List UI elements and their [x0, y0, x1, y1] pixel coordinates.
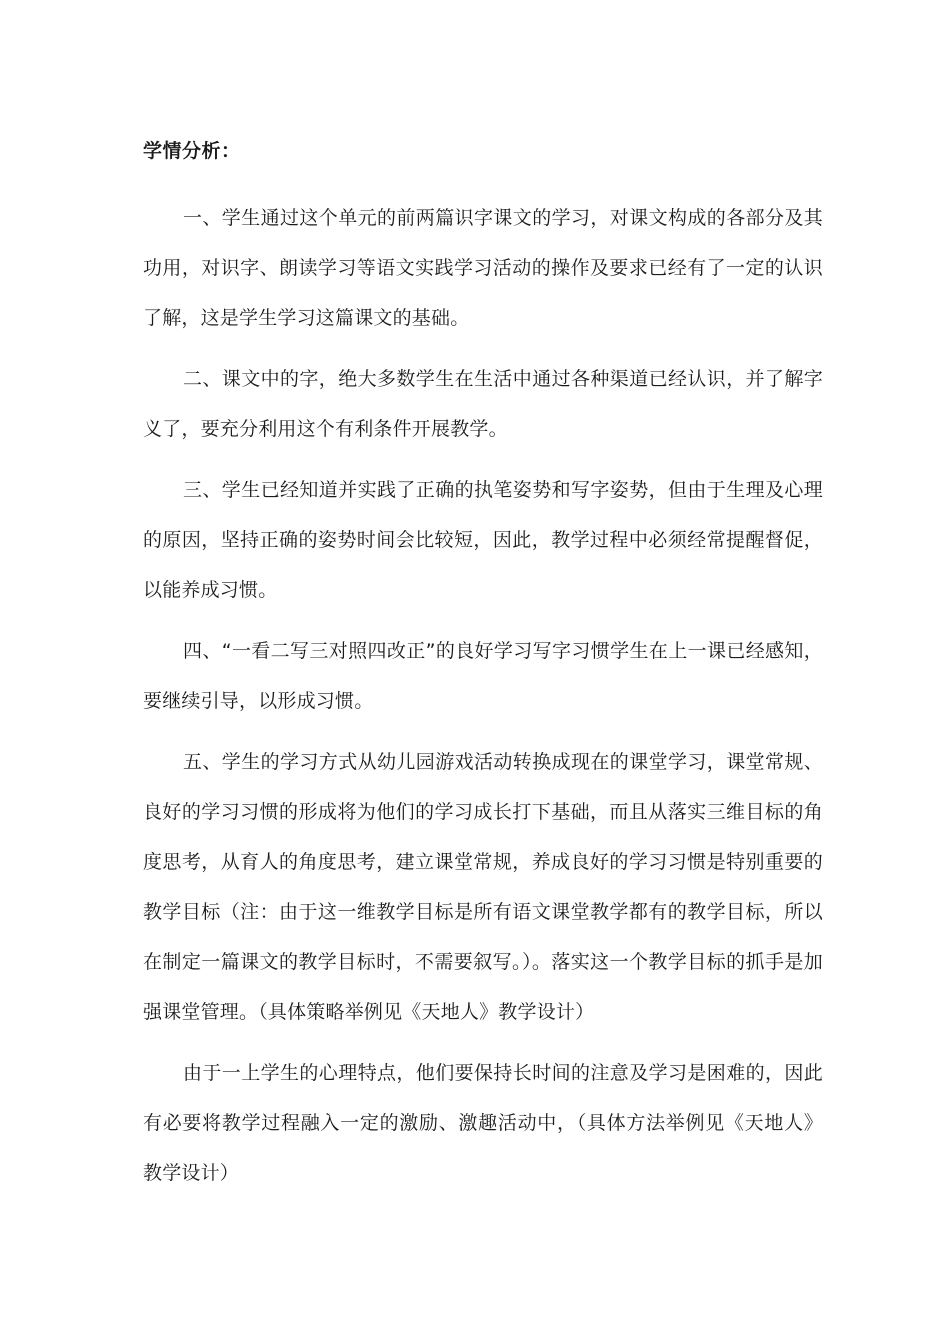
paragraph-1: 一、学生通过这个单元的前两篇识字课文的学习，对课文构成的各部分及其功用，对识字、朗读学习等语文实践学习活动的操作及要求已经有了一定的认识了解，这是学生学习这篇课文的基础。: [143, 207, 823, 329]
paragraph-5: 五、学生的学习方式从幼儿园游戏活动转换成现在的课堂学习，课堂常规、良好的学习习惯的形成将为他们的学习成长打下基础，而且从落实三维目标的角度思考，从育人的角度思考，建立课堂常规，养成良好的学习习惯是特别重要的教学目标（注：由于这一维教学目标是所有语文课堂教学都有的教学目标，所以在制定一篇课文的教学目标时，不需要叙写。）。落实这一个教学目标的抓手是加强课堂管理。（具体策略举例见《天地人》教学设计）: [143, 751, 823, 1023]
paragraph-3: 三、学生已经知道并实践了正确的执笔姿势和写字姿势，但由于生理及心理的原因，坚持正确的姿势时间会比较短，因此，教学过程中必须经常提醒督促，以能养成习惯。: [143, 479, 823, 601]
section-heading: 学情分析：: [143, 140, 241, 162]
paragraph-6: 由于一上学生的心理特点，他们要保持长时间的注意及学习是困难的，因此有必要将教学过程融入一定的激励、激趣活动中，（具体方法举例见《天地人》教学设计）: [143, 1062, 823, 1184]
paragraph-4: 四、“一看二写三对照四改正”的良好学习写字习惯学生在上一课已经感知，要继续引导，以形成习惯。: [143, 640, 823, 712]
paragraph-2: 二、课文中的字，绝大多数学生在生活中通过各种渠道已经认识，并了解字义了，要充分利用这个有利条件开展教学。: [143, 368, 823, 440]
document-body: [143, 133, 823, 1209]
